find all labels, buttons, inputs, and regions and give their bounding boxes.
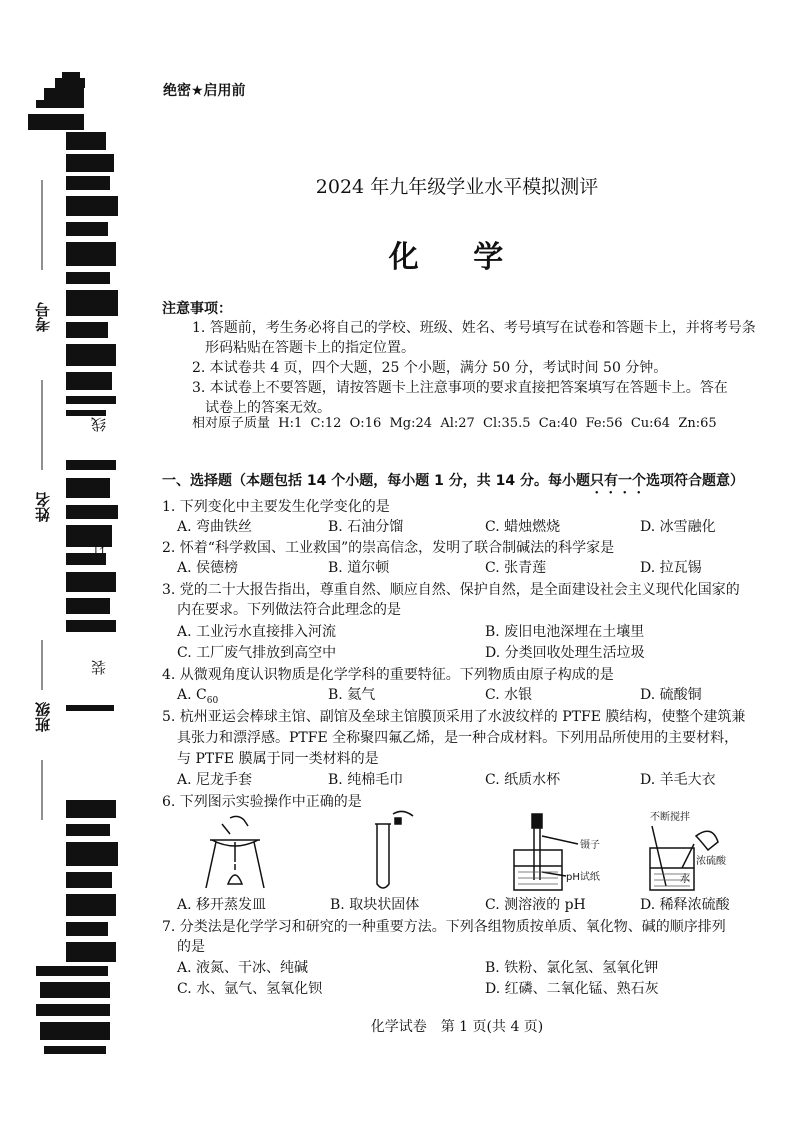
q2-stem: 2. 怀着“科学救国、工业救国”的崇高信念，发明了联合制碱法的科学家是 (162, 540, 615, 556)
q3-option-c: C. 工厂废气排放到高空中 (177, 645, 337, 661)
student-name-label: 姓名 (34, 492, 52, 522)
seal-zhuang-mark: 装 (90, 660, 108, 675)
q5-option-d: D. 羊毛大衣 (640, 772, 716, 788)
q7-option-b: B. 铁粉、氯化氢、氢氧化钾 (485, 960, 659, 976)
q3-stem-1: 3. 党的二十大报告指出，尊重自然、顺应自然、保护自然，是全面建设社会主义现代化国家的 (162, 582, 740, 598)
seal-line-mark: 线 (90, 417, 108, 432)
q6-option-d: D. 稀释浓硫酸 (640, 897, 730, 913)
q5-stem-3: 与 PTFE 膜属于同一类材料的是 (177, 751, 379, 767)
q2-option-b: B. 道尔顿 (328, 560, 390, 576)
q7-option-d: D. 红磷、二氧化锰、熟石灰 (485, 981, 659, 997)
section-1-suffix: 选项符合题意） (645, 473, 744, 489)
q3-stem-2: 内在要求。下列做法符合此理念的是 (177, 602, 401, 618)
figure-d-dilute-acid (630, 808, 750, 894)
figure-d-stir-label: 不断搅拌 (650, 812, 690, 823)
q6-option-c: C. 测溶液的 pH (485, 897, 586, 913)
q7-stem-1: 7. 分类法是化学学习和研究的一种重要方法。下列各组物质按单质、氧化物、碱的顺序排列 (162, 919, 726, 935)
q5-stem-1: 5. 杭州亚运会棒球主馆、副馆及垒球主馆膜顶采用了水波纹样的 PTFE 膜结构，使整个建筑兼 (162, 709, 746, 725)
q7-option-c: C. 水、氩气、氢氧化钡 (177, 981, 323, 997)
page-footer: 化学试卷 第 1 页(共 4 页) (370, 1019, 544, 1035)
q5-stem-2: 具张力和漂浮感。PTFE 全称聚四氟乙烯，是一种合成材料。下列用品所使用的主要材料， (177, 730, 739, 746)
confidential-label: 绝密★启用前 (163, 83, 246, 99)
q3-option-b: B. 废旧电池深埋在土壤里 (485, 624, 645, 640)
subject-title: 化 学 (388, 240, 526, 275)
figure-d-acid-label: 浓硫酸 (696, 856, 726, 867)
class-label: 班级 (34, 702, 52, 732)
q2-option-a: A. 侯德榜 (177, 560, 239, 576)
q1-option-c: C. 蜡烛燃烧 (485, 519, 561, 535)
exam-title: 2024 年九年级学业水平模拟测评 (315, 176, 599, 198)
q2-option-d: D. 拉瓦锡 (640, 560, 702, 576)
notice-item-3: 3. 本试卷上不要答题，请按答题卡上注意事项的要求直接把答案填写在答题卡上。答在 (192, 380, 728, 396)
section-1-emphasis: 只有一个 (589, 473, 646, 489)
notice-item-1-cont: 形码粘贴在答题卡上的指定位置。 (205, 340, 415, 356)
q1-option-b: B. 石油分馏 (328, 519, 404, 535)
atomic-mass-line: 相对原子质量 H:1 C:12 O:16 Mg:24 Al:27 Cl:35.5 Ca:40 Fe:56 Cu:64 Zn:65 (192, 416, 717, 431)
q6-stem: 6. 下列图示实验操作中正确的是 (162, 794, 362, 810)
section-1-heading (162, 470, 744, 497)
q3-option-d: D. 分类回收处理生活垃圾 (485, 645, 645, 661)
notice-heading: 注意事项： (162, 301, 232, 317)
q1-option-d: D. 冰雪融化 (640, 519, 716, 535)
q5-option-b: B. 纯棉毛巾 (328, 772, 404, 788)
binding-strip (0, 0, 120, 1122)
figure-d-water-label: 水 (680, 874, 690, 885)
q4-option-c: C. 水银 (485, 687, 533, 703)
q7-option-a: A. 液氮、干冰、纯碱 (177, 960, 309, 976)
q7-stem-2: 的是 (177, 939, 205, 955)
q2-option-c: C. 张青莲 (485, 560, 547, 576)
notice-item-3-cont: 试卷上的答案无效。 (205, 400, 331, 416)
section-1-prefix: 一、选择题（本题包括 14 个小题，每小题 1 分，共 14 分。每小题 (162, 473, 590, 489)
figure-b-test-tube (365, 808, 425, 894)
notice-item-1: 1. 答题前，考生务必将自己的学校、班级、姓名、考号填写在试卷和答题卡上，并将考号条 (192, 320, 756, 336)
q6-option-a: A. 移开蒸发皿 (177, 897, 267, 913)
q4-option-d: D. 硫酸铜 (640, 687, 702, 703)
q1-stem: 1. 下列变化中主要发生化学变化的是 (162, 499, 390, 515)
notice-item-2: 2. 本试卷共 4 页，四个大题，25 个小题，满分 50 分，考试时间 50 分钟。 (192, 360, 668, 376)
figure-c-ph-test (508, 810, 618, 892)
q1-option-a: A. 弯曲铁丝 (177, 519, 253, 535)
q4-stem: 4. 从微观角度认识物质是化学学科的重要特征。下列物质由原子构成的是 (162, 667, 614, 683)
seal-ding-mark: 订 (90, 545, 108, 560)
figure-a-evaporating-dish (200, 812, 270, 892)
exam-number-label: 考号 (34, 302, 52, 332)
q4-option-a-subscript: 60 (206, 695, 219, 706)
q4-option-a-text: A. C (177, 687, 207, 703)
q3-option-a: A. 工业污水直接排入河流 (177, 624, 337, 640)
q5-option-c: C. 纸质水杯 (485, 772, 561, 788)
q4-option-b: B. 氦气 (328, 687, 376, 703)
q6-option-b: B. 取块状固体 (330, 897, 420, 913)
figure-c-ph-paper-label: pH试纸 (566, 872, 600, 883)
q5-option-a: A. 尼龙手套 (177, 772, 253, 788)
figure-c-tweezers-label: 镊子 (580, 840, 600, 851)
